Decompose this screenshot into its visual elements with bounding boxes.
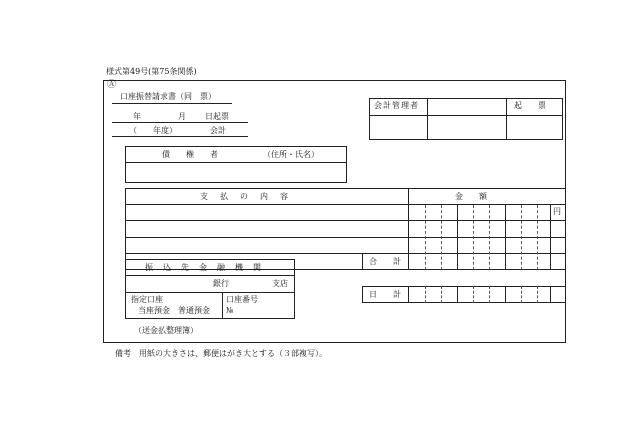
approval-col-divider-2 [506,98,507,140]
daily-total-label: 日 計 [369,290,401,299]
form-title: 口座振替請求書（同 票） [120,92,216,101]
payment-row-1 [125,204,566,205]
daily-digit-divider [489,286,490,303]
drafter-label [514,102,560,110]
title-underline [112,103,232,104]
account-types-label: 当座預金 普通預金 [138,306,210,315]
daily-digit-divider [521,286,522,303]
payment-table [125,188,566,270]
bank-header-divider [125,275,295,276]
bank-col-divider [222,292,223,319]
digit-divider [505,205,506,270]
digit-divider [550,205,551,270]
bank-header: 振 込 先 金 融 機 関 [145,263,262,272]
daily-digit-divider [550,286,551,303]
payment-row-4 [125,253,566,254]
fiscal-year-label: （ 年度） [129,126,177,135]
daily-digit-divider [425,286,426,303]
bank-label: 銀行 [213,279,229,288]
stamp-mark: Ⓐ [107,80,117,90]
number-abbrev: № [226,306,234,315]
amount-header: 金 額 [455,192,487,201]
creditor-divider [125,162,347,163]
digit-divider [521,205,522,270]
fiscal-underline [112,136,248,137]
date-month-label: 月 [178,112,186,121]
digit-divider [473,205,474,270]
total-label: 合 計 [369,257,401,266]
daily-digit-divider [537,286,538,303]
account-number-label: 口座番号 [226,295,258,304]
amount-column-divider [408,188,409,270]
date-year-label: 年 [133,112,141,121]
payment-row-3 [125,237,566,238]
date-day-label: 日起票 [205,112,229,121]
account-label: 会計 [210,126,226,135]
approval-col-divider-1 [427,98,428,140]
digit-divider [457,205,458,270]
daily-total-divider [408,286,409,303]
daily-digit-divider [441,286,442,303]
remittance-note: （送金払整理簿） [134,326,198,335]
digit-divider [537,205,538,270]
digit-divider [425,205,426,270]
daily-digit-divider [505,286,506,303]
total-label-cell-top [362,253,408,254]
accounting-manager-label: 会計管理者 [374,101,419,110]
branch-label: 支店 [272,279,288,288]
digit-divider [441,205,442,270]
daily-digit-divider [473,286,474,303]
daily-digit-divider [457,286,458,303]
bank-row-divider [125,292,295,293]
approval-row-divider [369,115,563,116]
creditor-label: 債 権 者 [162,150,218,159]
total-label-cell-left [362,253,363,270]
creditor-sub-label: （住所・氏名） [263,150,319,159]
payment-row-2 [125,220,566,221]
remarks-note: 備考 用紙の大きさは、郵便はがき大とする（３部複写）。 [115,349,327,358]
date-underline [112,122,248,123]
payment-content-header: 支 払 の 内 容 [200,192,290,201]
designated-account-label: 指定口座 [131,295,163,304]
digit-divider [489,205,490,270]
form-number: 様式第49号(第75条関係) [106,67,197,76]
yen-unit: 円 [553,207,561,216]
drafter-text: 起 票 [514,101,546,110]
